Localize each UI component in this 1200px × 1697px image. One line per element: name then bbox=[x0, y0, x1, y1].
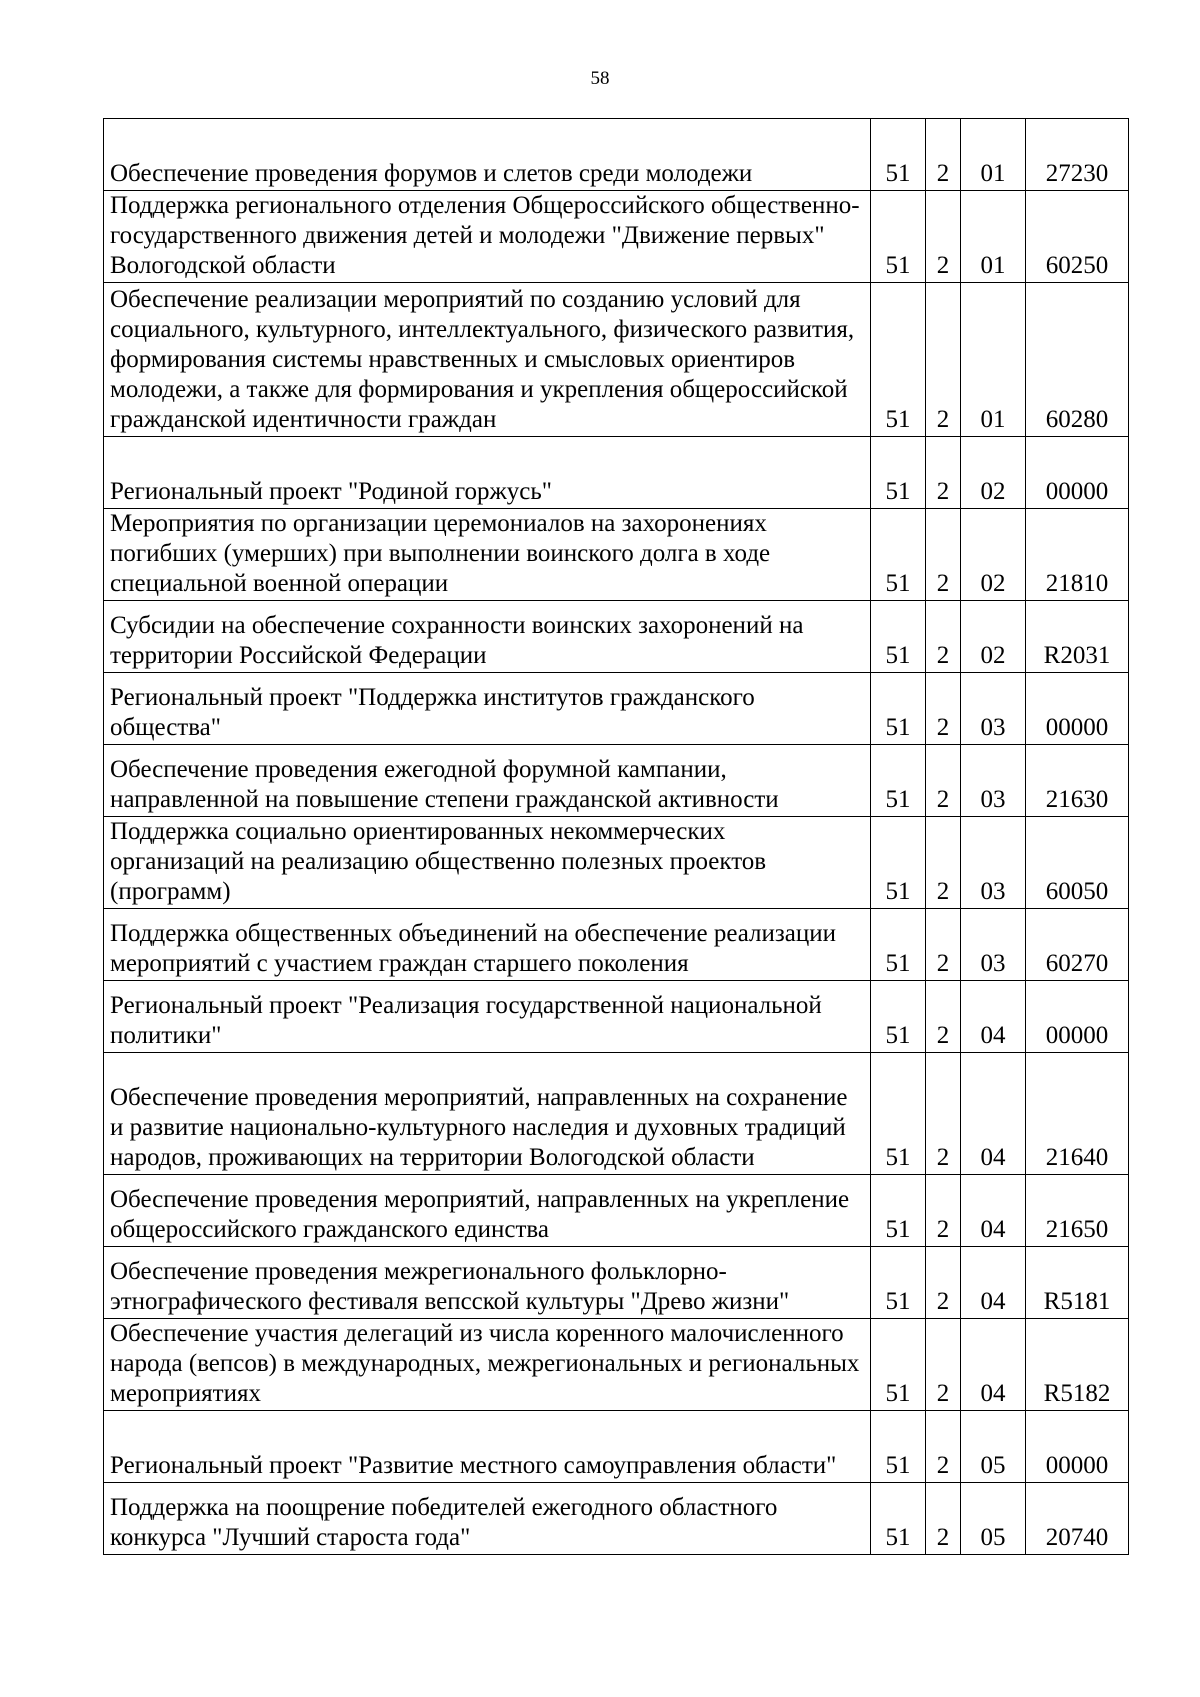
page-number: 58 bbox=[590, 68, 610, 89]
table-row bbox=[104, 1411, 1129, 1483]
subprogram-code-cell: 2 bbox=[926, 817, 961, 909]
program-code-cell: 51 bbox=[871, 745, 926, 817]
row-name-cell: Поддержка на поощрение победителей ежегодного областного конкурса "Лучший староста года" bbox=[104, 1483, 871, 1555]
subprogram-code-cell: 2 bbox=[926, 283, 961, 437]
row-name-cell: Обеспечение участия делегаций из числа коренного малочисленного народа (вепсов) в международных, межрегиональных и региональных мероприятиях bbox=[104, 1319, 871, 1411]
subprogram-code-cell: 2 bbox=[926, 1411, 961, 1483]
table-row bbox=[104, 191, 1129, 283]
project-code-cell: 04 bbox=[961, 1053, 1026, 1175]
subprogram-code-cell: 2 bbox=[926, 119, 961, 191]
row-name-cell: Региональный проект "Реализация государственной национальной политики" bbox=[104, 981, 871, 1053]
program-code-cell: 51 bbox=[871, 509, 926, 601]
project-code-cell: 03 bbox=[961, 909, 1026, 981]
table-row bbox=[104, 509, 1129, 601]
subprogram-code-cell: 2 bbox=[926, 191, 961, 283]
direction-code-cell: 21810 bbox=[1026, 509, 1129, 601]
program-code-cell: 51 bbox=[871, 909, 926, 981]
subprogram-code-cell: 2 bbox=[926, 673, 961, 745]
project-code-cell: 03 bbox=[961, 817, 1026, 909]
program-code-cell: 51 bbox=[871, 1411, 926, 1483]
row-name-cell: Субсидии на обеспечение сохранности воинских захоронений на территории Российской Федерации bbox=[104, 601, 871, 673]
subprogram-code-cell: 2 bbox=[926, 1053, 961, 1175]
table-row bbox=[104, 673, 1129, 745]
subprogram-code-cell: 2 bbox=[926, 1175, 961, 1247]
direction-code-cell: 21640 bbox=[1026, 1053, 1129, 1175]
direction-code-cell: R5181 bbox=[1026, 1247, 1129, 1319]
direction-code-cell: 20740 bbox=[1026, 1483, 1129, 1555]
subprogram-code-cell: 2 bbox=[926, 509, 961, 601]
subprogram-code-cell: 2 bbox=[926, 1483, 961, 1555]
program-code-cell: 51 bbox=[871, 437, 926, 509]
table-row bbox=[104, 283, 1129, 437]
budget-classification-table bbox=[103, 118, 1129, 1555]
direction-code-cell: 21630 bbox=[1026, 745, 1129, 817]
program-code-cell: 51 bbox=[871, 673, 926, 745]
project-code-cell: 04 bbox=[961, 1247, 1026, 1319]
subprogram-code-cell: 2 bbox=[926, 1319, 961, 1411]
subprogram-code-cell: 2 bbox=[926, 437, 961, 509]
direction-code-cell: 21650 bbox=[1026, 1175, 1129, 1247]
program-code-cell: 51 bbox=[871, 283, 926, 437]
program-code-cell: 51 bbox=[871, 1483, 926, 1555]
row-name-cell: Обеспечение реализации мероприятий по созданию условий для социального, культурного, интеллектуального, физического развития, формирования системы нравственных и смысловых ориентиров молодежи, а также для формирования и укрепления общероссийской гражданской идентичности граждан bbox=[104, 283, 871, 437]
table-row bbox=[104, 745, 1129, 817]
program-code-cell: 51 bbox=[871, 1247, 926, 1319]
row-name-cell: Обеспечение проведения межрегионального фольклорно-этнографического фестиваля вепсской культуры "Древо жизни" bbox=[104, 1247, 871, 1319]
direction-code-cell: 60050 bbox=[1026, 817, 1129, 909]
table-row bbox=[104, 981, 1129, 1053]
project-code-cell: 02 bbox=[961, 601, 1026, 673]
subprogram-code-cell: 2 bbox=[926, 601, 961, 673]
table-row bbox=[104, 1483, 1129, 1555]
table-row bbox=[104, 437, 1129, 509]
direction-code-cell: R5182 bbox=[1026, 1319, 1129, 1411]
direction-code-cell: R2031 bbox=[1026, 601, 1129, 673]
project-code-cell: 01 bbox=[961, 119, 1026, 191]
direction-code-cell: 60280 bbox=[1026, 283, 1129, 437]
table-row bbox=[104, 1247, 1129, 1319]
project-code-cell: 04 bbox=[961, 1319, 1026, 1411]
project-code-cell: 03 bbox=[961, 745, 1026, 817]
subprogram-code-cell: 2 bbox=[926, 1247, 961, 1319]
row-name-cell: Региональный проект "Развитие местного самоуправления области" bbox=[104, 1411, 871, 1483]
table-row bbox=[104, 1319, 1129, 1411]
direction-code-cell: 00000 bbox=[1026, 1411, 1129, 1483]
row-name-cell: Региональный проект "Поддержка институтов гражданского общества" bbox=[104, 673, 871, 745]
program-code-cell: 51 bbox=[871, 1175, 926, 1247]
project-code-cell: 01 bbox=[961, 191, 1026, 283]
subprogram-code-cell: 2 bbox=[926, 909, 961, 981]
project-code-cell: 04 bbox=[961, 1175, 1026, 1247]
program-code-cell: 51 bbox=[871, 817, 926, 909]
row-name-cell: Мероприятия по организации церемониалов на захоронениях погибших (умерших) при выполнении воинского долга в ходе специальной военной операции bbox=[104, 509, 871, 601]
project-code-cell: 05 bbox=[961, 1411, 1026, 1483]
table-row bbox=[104, 909, 1129, 981]
direction-code-cell: 00000 bbox=[1026, 673, 1129, 745]
program-code-cell: 51 bbox=[871, 981, 926, 1053]
direction-code-cell: 60270 bbox=[1026, 909, 1129, 981]
direction-code-cell: 60250 bbox=[1026, 191, 1129, 283]
project-code-cell: 02 bbox=[961, 437, 1026, 509]
row-name-cell: Поддержка общественных объединений на обеспечение реализации мероприятий с участием граждан старшего поколения bbox=[104, 909, 871, 981]
row-name-cell: Региональный проект "Родиной горжусь" bbox=[104, 437, 871, 509]
table-row bbox=[104, 119, 1129, 191]
program-code-cell: 51 bbox=[871, 1053, 926, 1175]
table-row bbox=[104, 601, 1129, 673]
table-row bbox=[104, 1175, 1129, 1247]
subprogram-code-cell: 2 bbox=[926, 981, 961, 1053]
program-code-cell: 51 bbox=[871, 191, 926, 283]
direction-code-cell: 00000 bbox=[1026, 981, 1129, 1053]
project-code-cell: 02 bbox=[961, 509, 1026, 601]
program-code-cell: 51 bbox=[871, 119, 926, 191]
table-row bbox=[104, 1053, 1129, 1175]
row-name-cell: Обеспечение проведения мероприятий, направленных на укрепление общероссийского гражданского единства bbox=[104, 1175, 871, 1247]
project-code-cell: 01 bbox=[961, 283, 1026, 437]
row-name-cell: Поддержка регионального отделения Общероссийского общественно-государственного движения детей и молодежи "Движение первых" Вологодской области bbox=[104, 191, 871, 283]
program-code-cell: 51 bbox=[871, 1319, 926, 1411]
project-code-cell: 04 bbox=[961, 981, 1026, 1053]
program-code-cell: 51 bbox=[871, 601, 926, 673]
subprogram-code-cell: 2 bbox=[926, 745, 961, 817]
table-row bbox=[104, 817, 1129, 909]
direction-code-cell: 27230 bbox=[1026, 119, 1129, 191]
project-code-cell: 03 bbox=[961, 673, 1026, 745]
row-name-cell: Обеспечение проведения форумов и слетов среди молодежи bbox=[104, 119, 871, 191]
row-name-cell: Обеспечение проведения ежегодной форумной кампании, направленной на повышение степени гражданской активности bbox=[104, 745, 871, 817]
direction-code-cell: 00000 bbox=[1026, 437, 1129, 509]
project-code-cell: 05 bbox=[961, 1483, 1026, 1555]
row-name-cell: Поддержка социально ориентированных некоммерческих организаций на реализацию общественно полезных проектов (программ) bbox=[104, 817, 871, 909]
row-name-cell: Обеспечение проведения мероприятий, направленных на сохранение и развитие национально-культурного наследия и духовных традиций народов, проживающих на территории Вологодской области bbox=[104, 1053, 871, 1175]
